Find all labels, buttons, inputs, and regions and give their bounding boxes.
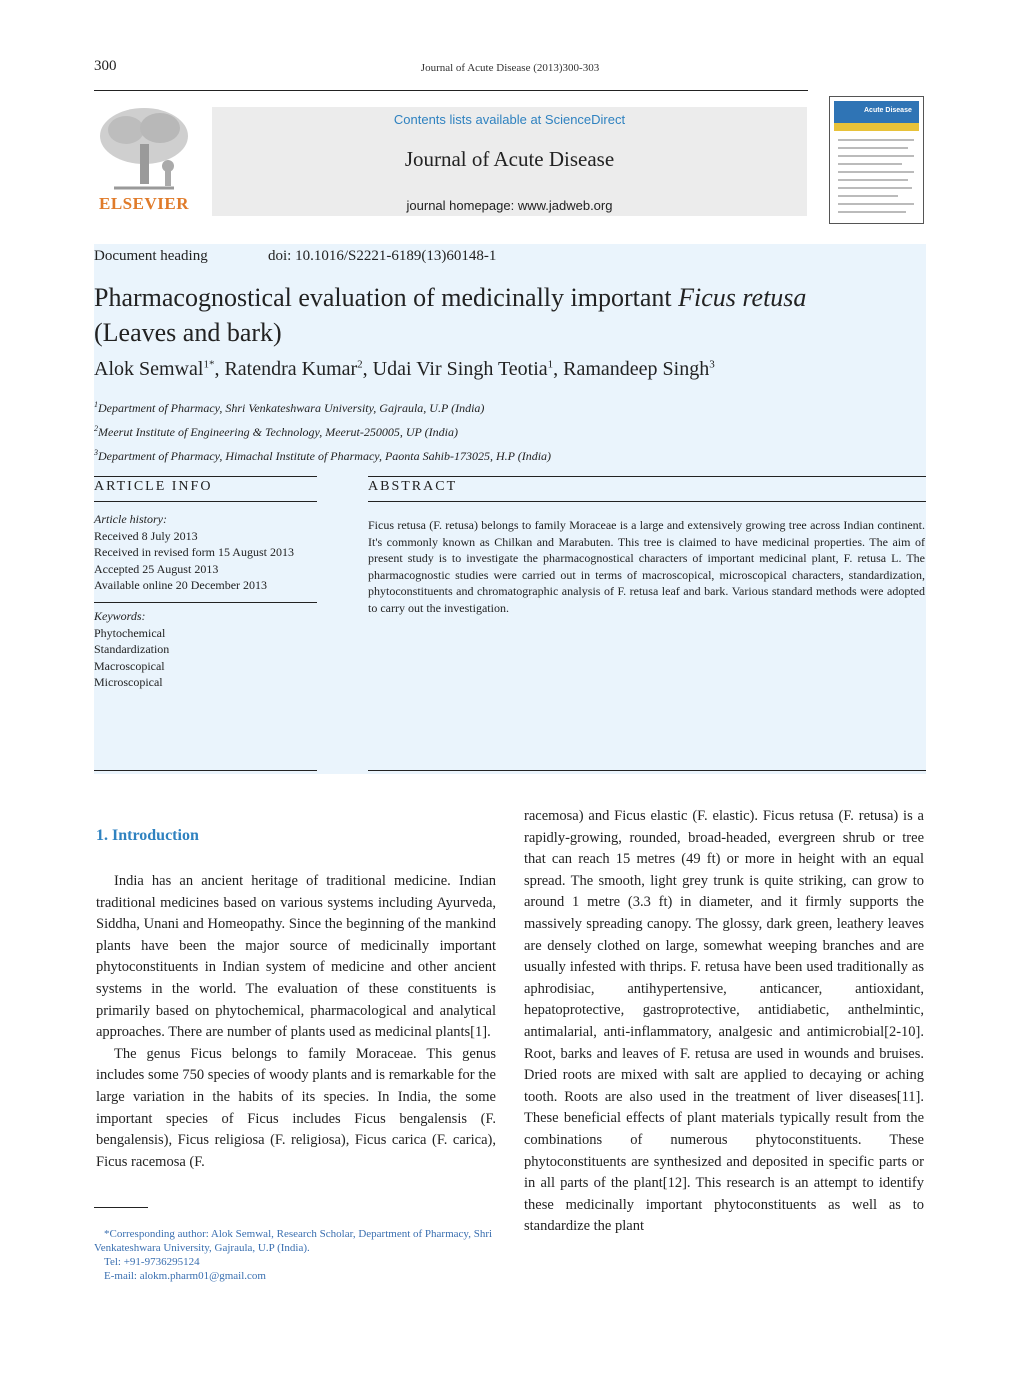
document-heading: Document heading (94, 248, 208, 264)
author: Ramandeep Singh (563, 358, 710, 380)
history-item: Accepted 25 August 2013 (94, 561, 219, 576)
body-column-left (96, 871, 496, 1173)
journal-cover-thumbnail (829, 96, 924, 224)
keywords-label: Keywords: (94, 609, 146, 623)
title-species: Ficus retusa (678, 283, 807, 312)
history-label: Article history: (94, 512, 167, 526)
abstract-rule (368, 501, 926, 502)
article-info-top-rule (94, 476, 317, 477)
journal-banner (212, 107, 807, 216)
elsevier-logo (94, 104, 194, 214)
history-item: Available online 20 December 2013 (94, 578, 268, 592)
keywords (94, 608, 317, 691)
doi[interactable]: doi: 10.1016/S2221-6189(13)60148-1 (268, 248, 497, 264)
body-column-right (524, 806, 924, 1238)
article-info-rule (94, 501, 317, 502)
author: Alok Semwal (94, 358, 204, 380)
footnote-author: *Corresponding author: Alok Semwal, Research Scholar, Department of Pharmacy, Shri Venkateshwara University, Gajraula, U.P (India). (94, 1228, 493, 1254)
history-item: Received 8 July 2013 (94, 528, 198, 543)
page-number: 300 (94, 58, 117, 74)
paragraph: India has an ancient heritage of traditional medicine. Indian traditional medicines based on various systems including Ayurveda, Siddha, Unani and Homeopathy. Since the beginning of the mankind plants have been the major source of medicinally important phytoconstituents in Indian system of medicine and other ancient systems in the world. The evaluation of these constituents is primarily based on phytochemical, pharmacological and analytical approaches. There are number of plants used as medicinal plants[1]. (96, 873, 496, 1041)
sciencedirect-link[interactable]: Contents lists available at ScienceDirect (393, 112, 626, 127)
article-history (94, 511, 317, 594)
author: Ratendra Kumar (224, 358, 358, 380)
footnote-tel: Tel: +91-9736295124 (104, 1256, 200, 1268)
abstract-text: Ficus retusa (F. retusa) belongs to family Moraceae is a large and extensively growing tree across Indian continent. It's commonly known as Chilkan and Marabuten. This tree is claimed to have medicinal properties. The aim of present study is to investigate the pharmacognostical characters of important medicinal plant, F. retusa L. The pharmacognostic studies were carried out in terms of macroscopical, microscopical characters, standardization, phytoconstituents and chromatographic analysis of F. retusa leaf and bark. Various standard methods were adopted to carry out the investigation. (368, 518, 925, 615)
paragraph: The genus Ficus belongs to family Moraceae. This genus includes some 750 species of woody plants and is remarkable for the large variation in the habits of its species. In India, the some important species of Ficus includes Ficus bengalensis (F. bengalensis), Ficus religiosa (F. religiosa), Ficus carica (F. carica), Ficus racemosa (F. (96, 1045, 496, 1170)
footnote-email[interactable]: E-mail: alokm.pharm01@gmail.com (104, 1270, 266, 1282)
header-rule (94, 90, 808, 91)
author-list: Alok Semwal$^{1*}$, Ratendra Kumar$^2$, Udai Vir Singh Teotia$^1$, Ramandeep Singh$^3$ (94, 358, 715, 380)
journal-title: Journal of Acute Disease (404, 147, 615, 171)
corresponding-author-footnote (94, 1227, 496, 1283)
paragraph: racemosa) and Ficus elastic (F. elastic). Ficus retusa (F. retusa) is a rapidly-growing, rounded, broad-headed, evergreen shrub or tree that can reach 15 metres (49 ft) or more in height with an equal spread. The smooth, light grey trunk is quite striking, can grow to around 1 metre (3.3 ft) in diameter, and it firmly supports the massively spreading canopy. The glossy, dark green, leathery leaves are densely clothed on large, somewhat weeping branches and are usually infested with thrips. F. retusa have been used traditionally as aphrodisiac, antihypertensive, anticancer, antioxidant, hepatoprotective, gastroprotective, antidiabetic, anthelmintic, antimalarial, anti-inflammatory, analgesic and antimicrobial[2-10]. Root, barks and leaves of F. retusa are used in wounds and bruises. Dried roots are mixed with salt are applied to decaying or aching tooth. Roots are also used in the treatment of liver diseases[11]. These beneficial effects of plant materials typically result from the combinations of numerous phytoconstituents. These phytoconstituents are synthesized and deposited in specific parts or in all parts of the plant[12]. This research is an attempt to identify these medicinally important phytoconstituents as well as to standardize the plant (524, 808, 924, 1235)
keyword: Macroscopical (94, 658, 165, 673)
affiliation: $^2$Meerut Institute of Engineering & Technology, Meerut-250005, UP (India) (94, 424, 458, 439)
abstract-bottom-rule (368, 770, 926, 771)
footnote-rule (94, 1207, 148, 1208)
article-title: Pharmacognostical evaluation of medicinally important Ficus retusa (Leaves and bark) (94, 283, 807, 347)
article-info-bottom-rule (94, 770, 317, 771)
article-info-heading: ARTICLE INFO (94, 479, 213, 494)
author: Udai Vir Singh Teotia (372, 358, 548, 380)
abstract-heading: ABSTRACT (368, 479, 458, 494)
keywords-rule (94, 602, 317, 603)
keyword: Standardization (94, 642, 170, 656)
affiliation: $^3$Department of Pharmacy, Himachal Institute of Pharmacy, Paonta Sahib-173025, H.P (India) (94, 448, 552, 463)
running-head: Journal of Acute Disease (2013)300-303 (420, 62, 600, 74)
cover-title: Acute Disease (864, 107, 912, 114)
section-heading-introduction: 1. Introduction (96, 827, 199, 844)
tree-icon (94, 104, 194, 194)
journal-homepage[interactable]: journal homepage: www.jadweb.org (406, 198, 613, 213)
publisher-name: ELSEVIER (99, 194, 189, 213)
history-item: Received in revised form 15 August 2013 (94, 545, 294, 559)
affiliation: $^1$Department of Pharmacy, Shri Venkateshwara University, Gajraula, U.P (India) (94, 400, 485, 415)
title-line-2: (Leaves and bark) (94, 318, 282, 347)
abstract-top-rule (368, 476, 926, 477)
keyword: Microscopical (94, 675, 163, 689)
keyword: Phytochemical (94, 625, 166, 640)
